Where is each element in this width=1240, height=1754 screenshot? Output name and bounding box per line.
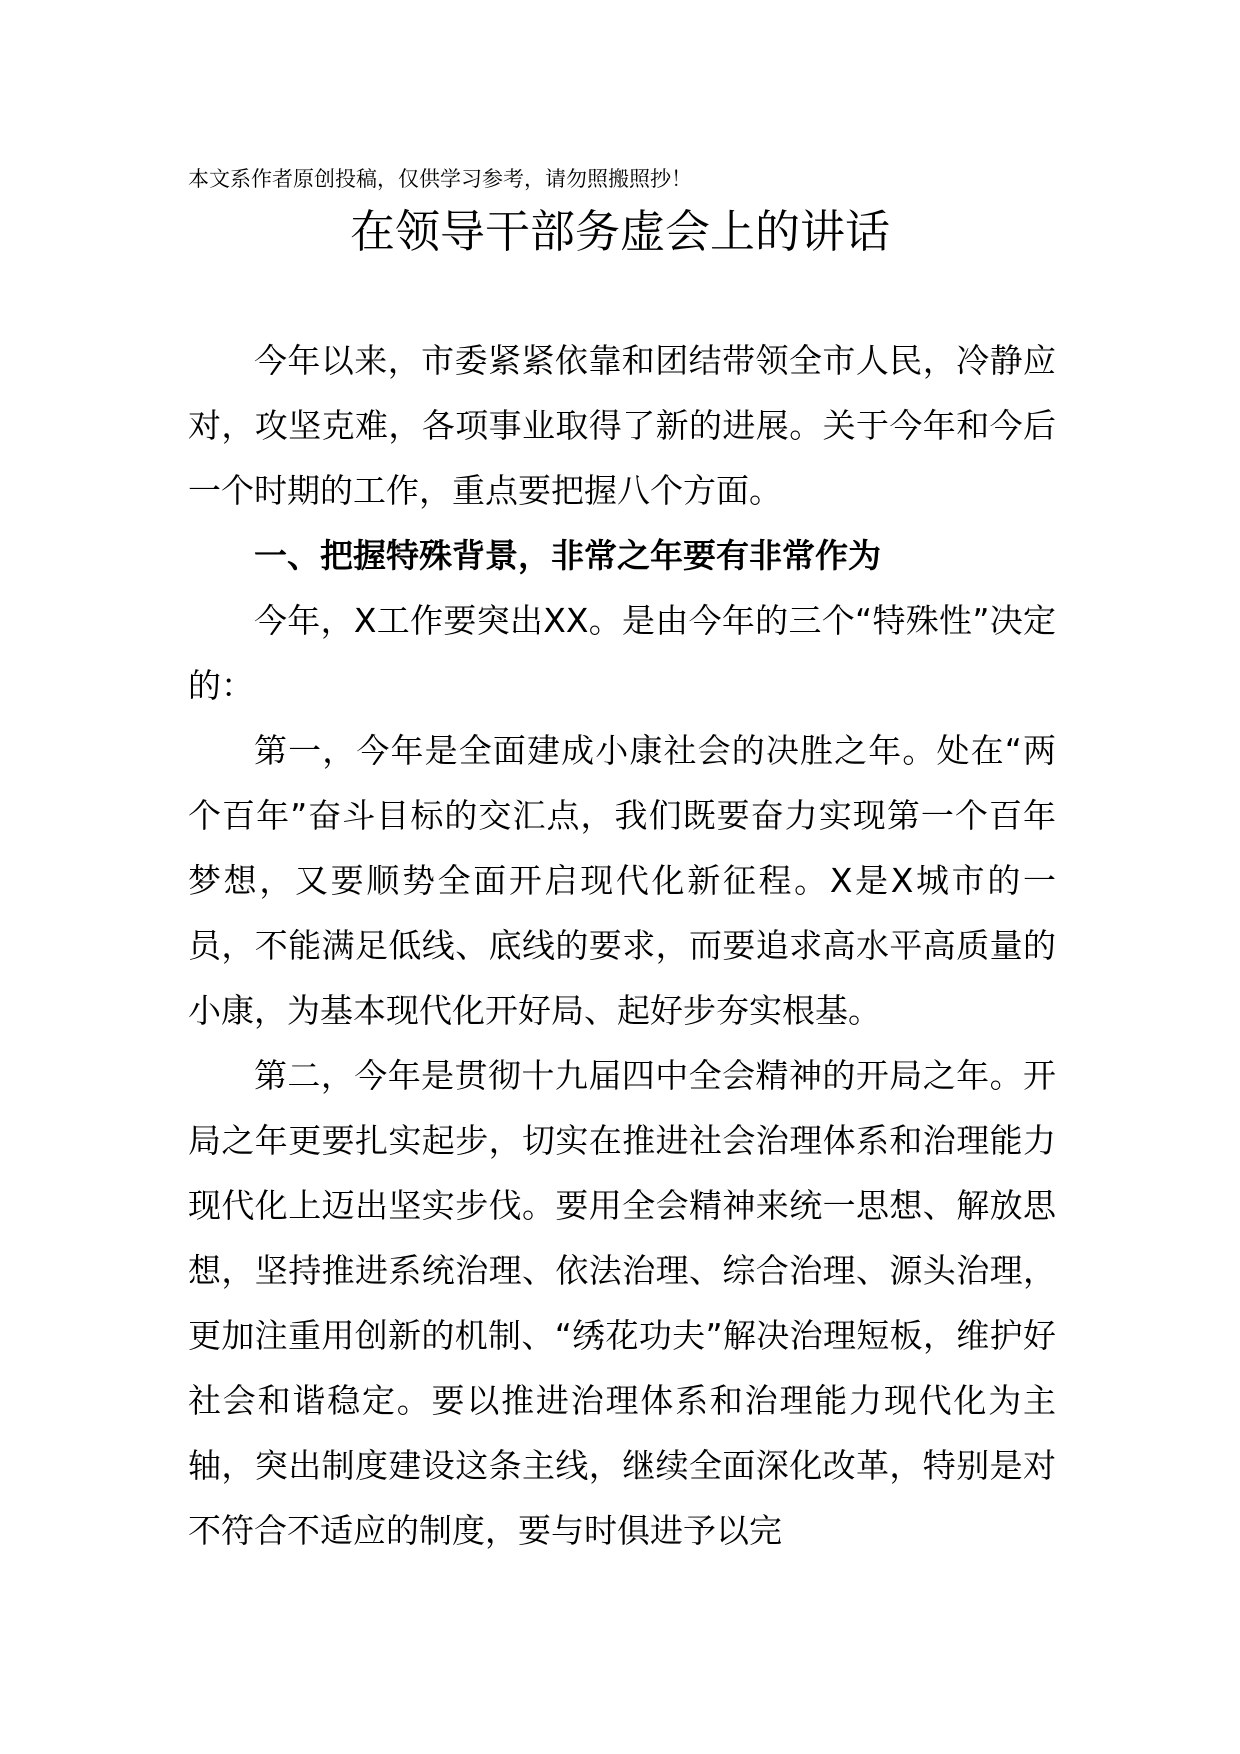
paragraph-special-background: 今年，X工作要突出XX。是由今年的三个“特殊性”决定的： <box>188 601 1056 705</box>
document-title: 在领导干部务虚会上的讲话 <box>349 205 890 258</box>
author-note: 本文系作者原创投稿，仅供学习参考，请勿照搬照抄！ <box>188 167 692 191</box>
section-heading-1: 一、把握特殊背景，非常之年要有非常作为 <box>254 536 881 575</box>
paragraph-second-point: 第二，今年是贯彻十九届四中全会精神的开局之年。开局之年更要扎实起步，切实在推进社会治理体系和治理能力现代化上迈出坚实步伐。要用全会精神来统一思想、解放思想，坚持推进系统治理、依法治理、综合治理、源头治理，更加注重用创新的机制、“绣花功夫”解决治理短板，维护好社会和谐稳定。要以推进治理体系和治理能力现代化为主轴，突出制度建设这条主线，继续全面深化改革，特别是对不符合不适应的制度，要与时俱进予以完 <box>188 1056 1056 1550</box>
paragraph-intro: 今年以来，市委紧紧依靠和团结带领全市人民，冷静应对，攻坚克难，各项事业取得了新的进展。关于今年和今后一个时期的工作，重点要把握八个方面。 <box>188 341 1056 510</box>
document-body <box>188 328 1056 1563</box>
paragraph-first-point: 第一，今年是全面建成小康社会的决胜之年。处在“两个百年”奋斗目标的交汇点，我们既要奋力实现第一个百年梦想，又要顺势全面开启现代化新征程。X是X城市的一员，不能满足低线、底线的要求，而要追求高水平高质量的小康，为基本现代化开好局、起好步夯实根基。 <box>188 731 1056 1030</box>
